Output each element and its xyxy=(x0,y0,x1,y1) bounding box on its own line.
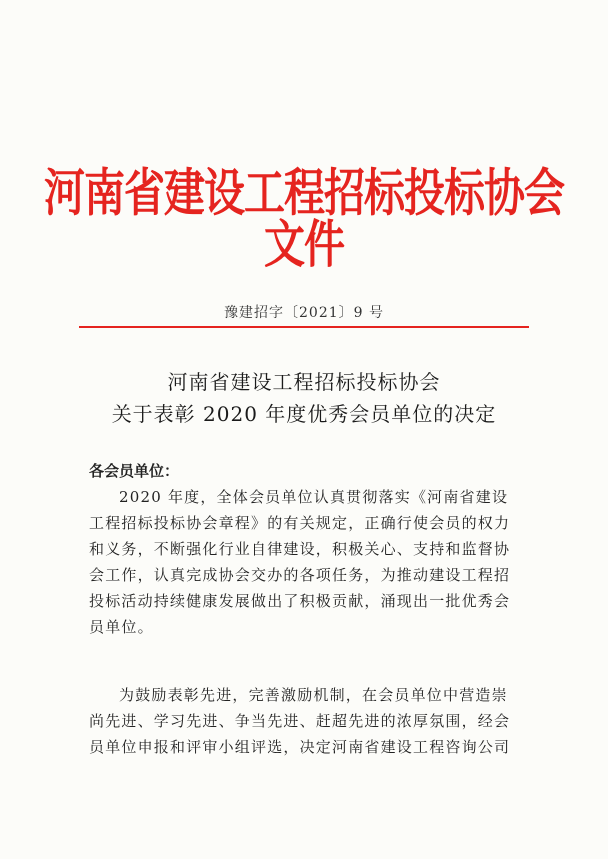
paragraph-line: 2020 年度，全体会员单位认真贯彻落实《河南省建设 xyxy=(119,488,509,506)
paragraph-2 xyxy=(89,682,519,760)
paragraph-line: 为鼓励表彰先进，完善激励机制，在会员单位中营造崇 xyxy=(119,686,508,704)
paragraph-line: 会工作，认真完成协会交办的各项任务，为推动建设工程招 xyxy=(89,566,511,584)
salutation: 各会员单位： xyxy=(89,462,180,480)
red-divider xyxy=(79,326,529,328)
document-title-line-2: 关于表彰 2020 年度优秀会员单位的决定 xyxy=(111,402,497,426)
paragraph-line: 投标活动持续健康发展做出了积极贡献，涌现出一批优秀会 xyxy=(89,592,511,610)
paragraph-1 xyxy=(89,484,519,640)
document-title-line-1: 河南省建设工程招标投标协会 xyxy=(167,370,441,394)
organization-banner: 河南省建设工程招标投标协会文件 xyxy=(44,163,564,275)
paragraph-line: 尚先进、学习先进、争当先进、赶超先进的浓厚氛围，经会 xyxy=(89,712,511,730)
paragraph-line: 工程招标投标协会章程》的有关规定，正确行使会员的权力 xyxy=(89,514,511,532)
paragraph-line: 和义务，不断强化行业自律建设，积极关心、支持和监督协 xyxy=(89,540,511,558)
document-number: 豫建招字〔2021〕9 号 xyxy=(224,305,384,321)
paragraph-line: 员单位。 xyxy=(89,618,154,636)
paragraph-line: 员单位申报和评审小组评选，决定河南省建设工程咨询公司 xyxy=(89,738,511,756)
